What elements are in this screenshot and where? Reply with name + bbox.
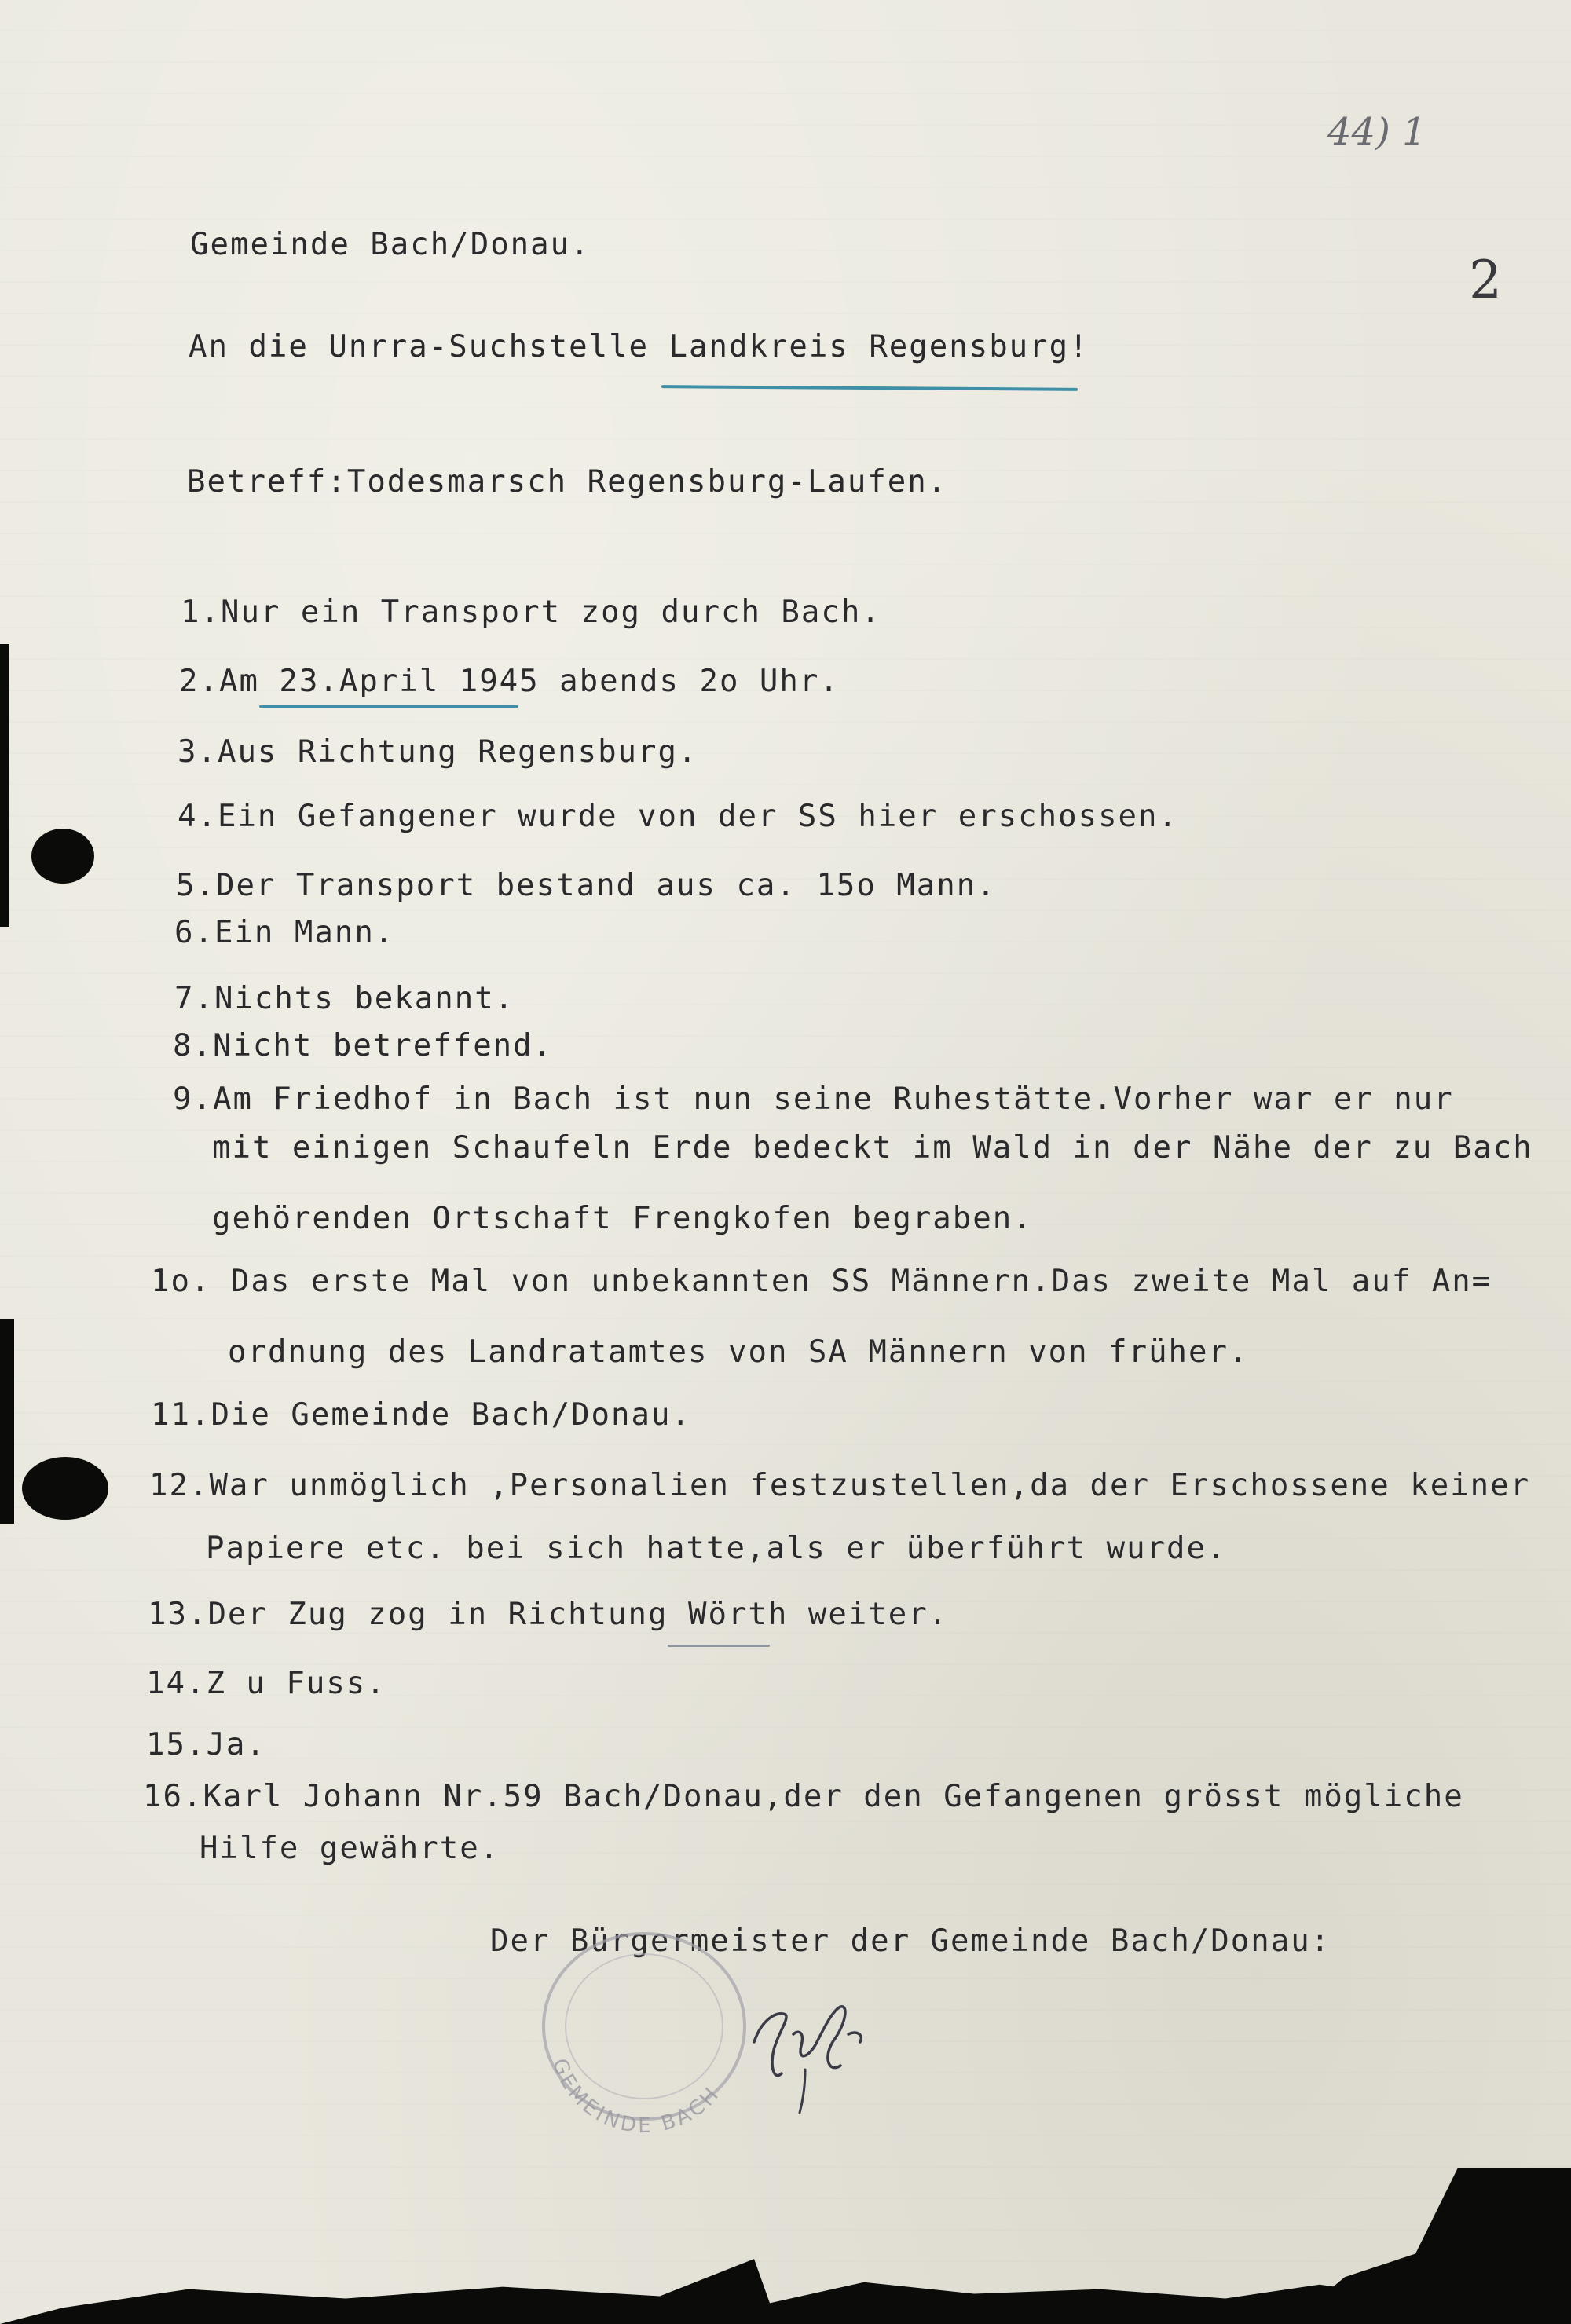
punch-hole-top bbox=[31, 829, 94, 884]
sender-line: Gemeinde Bach/Donau. bbox=[190, 227, 591, 262]
item-7: 7.Nichts bekannt. bbox=[174, 981, 515, 1016]
page-number-mark: 2 bbox=[1469, 250, 1502, 310]
svg-text:GEMEINDE BACH bbox=[547, 2055, 726, 2138]
archive-number-annotation: 44) 1 bbox=[1327, 110, 1426, 154]
item-11: 11.Die Gemeinde Bach/Donau. bbox=[151, 1397, 691, 1433]
item-8: 8.Nicht betreffend. bbox=[173, 1028, 554, 1063]
recipient-line: An die Unrra-Suchstelle Landkreis Regensburg! bbox=[189, 329, 1089, 364]
item-16-line-2: Hilfe gewährte. bbox=[200, 1831, 500, 1866]
item-14: 14.Z u Fuss. bbox=[146, 1666, 386, 1701]
item-9-line-1: 9.Am Friedhof in Bach ist nun seine Ruhestätte.Vorher war er nur bbox=[173, 1081, 1454, 1117]
seal-text: GEMEINDE BACH bbox=[547, 2055, 726, 2139]
item-15: 15.Ja. bbox=[146, 1727, 266, 1762]
item-6: 6.Ein Mann. bbox=[174, 915, 395, 950]
item-12-line-1: 12.War unmöglich ,Personalien festzustellen,da der Erschossene keiner bbox=[149, 1468, 1531, 1503]
subject-line: Betreff:Todesmarsch Regensburg-Laufen. bbox=[187, 464, 948, 500]
item-1: 1.Nur ein Transport zog durch Bach. bbox=[181, 595, 881, 630]
left-edge-mark bbox=[0, 644, 9, 927]
item-4: 4.Ein Gefangener wurde von der SS hier erschossen. bbox=[178, 799, 1178, 834]
punch-hole-bottom bbox=[22, 1457, 108, 1520]
item-2: 2.Am 23.April 1945 abends 2o Uhr. bbox=[179, 664, 840, 699]
item-9-line-2: mit einigen Schaufeln Erde bedeckt im Wald in der Nähe der zu Bach bbox=[212, 1130, 1533, 1166]
item-3: 3.Aus Richtung Regensburg. bbox=[178, 734, 698, 770]
blue-pencil-underline bbox=[259, 705, 518, 708]
signatory-line: Der Bürgermeister der Gemeinde Bach/Donau: bbox=[490, 1923, 1331, 1959]
left-edge-mark bbox=[0, 1319, 14, 1524]
item-13: 13.Der Zug zog in Richtung Wörth weiter. bbox=[148, 1597, 949, 1632]
handwritten-signature bbox=[731, 1987, 880, 2121]
item-5: 5.Der Transport bestand aus ca. 15o Mann. bbox=[176, 868, 997, 903]
pencil-underline bbox=[668, 1645, 770, 1647]
item-10-line-2: ordnung des Landratamtes von SA Männern von früher. bbox=[228, 1334, 1249, 1370]
item-9-line-3: gehörenden Ortschaft Frengkofen begraben. bbox=[212, 1201, 1033, 1236]
item-16-line-1: 16.Karl Johann Nr.59 Bach/Donau,der den Gefangenen grösst mögliche bbox=[143, 1779, 1464, 1814]
item-10-line-1: 1o. Das erste Mal von unbekannten SS Männern.Das zweite Mal auf An= bbox=[151, 1264, 1492, 1299]
item-12-line-2: Papiere etc. bei sich hatte,als er überführt wurde. bbox=[206, 1531, 1227, 1566]
